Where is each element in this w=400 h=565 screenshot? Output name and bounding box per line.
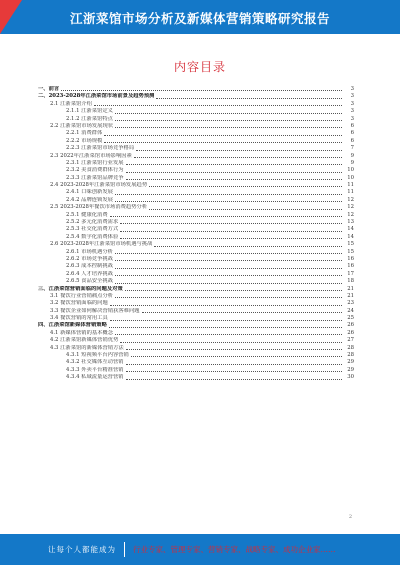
toc-leader-dots: [126, 172, 342, 173]
toc-leader-dots: [131, 356, 342, 357]
toc-entry-page: 6: [350, 137, 354, 144]
toc-entry-page: 28: [347, 344, 354, 351]
toc-entry-label: 四、江浙菜馆新媒体营销策略: [38, 322, 107, 329]
toc-entry[interactable]: [38, 197, 354, 204]
toc-leader-dots: [120, 238, 342, 239]
toc-entry-page: 25: [347, 315, 354, 322]
toc-entry-page: 12: [347, 196, 354, 203]
toc-entry[interactable]: [38, 271, 354, 278]
toc-entry-page: 3: [350, 115, 354, 122]
toc-leader-dots: [115, 297, 342, 298]
toc-entry-label: 2.5.3 社交化消费方式: [66, 226, 119, 233]
footer-expert-list: 行业专家、管理专家、营销专家、战略专家、成功企业家……: [133, 545, 336, 554]
toc-entry-label: 2.2.3 江浙菜馆市场竞争格局: [66, 145, 135, 152]
toc-leader-dots: [120, 223, 342, 224]
toc-entry[interactable]: [38, 367, 354, 374]
toc-entry-page: 29: [347, 366, 354, 373]
toc-entry-page: 9: [350, 152, 354, 159]
toc-entry[interactable]: [38, 315, 354, 322]
footer-slogan: 让每个人都能成为: [48, 545, 116, 554]
toc-entry-page: 30: [347, 374, 354, 381]
toc-entry-label: 2.6.1 市场机遇分析: [66, 248, 113, 255]
toc-leader-dots: [115, 260, 342, 261]
toc-entry[interactable]: [38, 153, 354, 160]
toc-leader-dots: [115, 334, 342, 335]
toc-entry-label: 一、前言: [38, 85, 60, 92]
toc-entry-page: 26: [347, 329, 354, 336]
toc-entry[interactable]: [38, 374, 354, 381]
toc-entry-page: 13: [347, 219, 354, 226]
toc-entry-label: 2.6 2023-2028年江浙菜馆市场机遇与挑战: [50, 241, 153, 248]
toc-entry-label: 3.2 餐饮营销面临的问题: [50, 300, 108, 307]
toc-leader-dots: [104, 135, 342, 136]
toc-entry[interactable]: [38, 175, 354, 182]
toc-entry[interactable]: [38, 241, 354, 248]
toc-leader-dots: [120, 231, 342, 232]
toc-leader-dots: [154, 246, 342, 247]
toc-entry[interactable]: [38, 308, 354, 315]
toc-entry-label: 4.3.4 私域流量运营营销: [66, 374, 124, 381]
toc-leader-dots: [134, 157, 342, 158]
toc-leader-dots: [115, 253, 342, 254]
toc-entry[interactable]: [38, 226, 354, 233]
toc-entry-page: 12: [347, 204, 354, 211]
toc-entry-page: 27: [347, 337, 354, 344]
toc-entry-label: 2.6.3 成本控制挑战: [66, 263, 113, 270]
toc-entry-page: 14: [347, 233, 354, 240]
toc-entry-page: 11: [347, 182, 354, 189]
toc-entry[interactable]: [38, 182, 354, 189]
toc-leader-dots: [136, 150, 342, 151]
toc-leader-dots: [115, 127, 342, 128]
toc-leader-dots: [126, 371, 342, 372]
toc-entry-label: 2.3.2 美食消费群体行为: [66, 167, 124, 174]
toc-entry-label: 2.1.2 江浙菜馆特点: [66, 115, 113, 122]
toc-leader-dots: [94, 105, 342, 106]
report-footer: [0, 534, 400, 565]
toc-leader-dots: [110, 320, 342, 321]
toc-entry-page: 24: [347, 307, 354, 314]
toc-entry-page: 7: [350, 145, 354, 152]
toc-entry-label: 3.4 餐饮营销的常用工具: [50, 315, 108, 322]
toc-entry[interactable]: [38, 123, 354, 130]
toc-leader-dots: [125, 290, 342, 291]
toc-entry-label: 2.3.3 江浙菜馆品牌竞争: [66, 174, 124, 181]
toc-entry[interactable]: [38, 160, 354, 167]
toc-entry-label: 2.6.4 人才培养挑战: [66, 270, 113, 277]
toc-entry-page: 23: [347, 300, 354, 307]
toc-entry[interactable]: [38, 219, 354, 226]
toc-entry[interactable]: [38, 323, 354, 330]
toc-entry-page: 3: [350, 93, 354, 100]
toc-entry-label: 2.3 2022年江浙菜馆市场影响因素: [50, 152, 132, 159]
toc-entry-label: 2.4.1 口味创新发展: [66, 189, 113, 196]
toc-entry-page: 28: [347, 352, 354, 359]
toc-leader-dots: [156, 98, 342, 99]
toc-entry-label: 2.5.1 健康化消费: [66, 211, 108, 218]
toc-entry-page: 16: [347, 263, 354, 270]
toc-leader-dots: [110, 216, 342, 217]
toc-entry[interactable]: [38, 278, 354, 285]
toc-entry-page: 18: [347, 278, 354, 285]
toc-leader-dots: [115, 283, 342, 284]
toc-entry-page: 12: [347, 211, 354, 218]
toc-entry-label: 3.1 餐饮行业营销痛点分析: [50, 292, 114, 299]
toc-entry-page: 10: [347, 167, 354, 174]
toc-entry-page: 9: [350, 159, 354, 166]
toc-entry-label: 3.3 餐饮企业如何解决营销获客难问题: [50, 307, 140, 314]
toc-entry[interactable]: [38, 204, 354, 211]
toc-entry-label: 4.3 江浙菜馆的新媒体营销方法: [50, 344, 124, 351]
toc-entry-page: 14: [347, 226, 354, 233]
toc-entry[interactable]: [38, 352, 354, 359]
toc-entry[interactable]: [38, 130, 354, 137]
table-of-contents: [38, 86, 354, 382]
toc-entry-page: 10: [347, 174, 354, 181]
toc-entry[interactable]: [38, 116, 354, 123]
toc-entry-label: 4.1 新媒体营销的基本概念: [50, 329, 114, 336]
toc-entry[interactable]: [38, 345, 354, 352]
toc-entry-page: 6: [350, 130, 354, 137]
toc-entry-page: 21: [347, 292, 354, 299]
toc-entry-page: 21: [347, 285, 354, 292]
toc-leader-dots: [115, 113, 342, 114]
toc-entry-label: 4.3.1 短视频平台内容营销: [66, 352, 129, 359]
toc-entry-page: 3: [350, 100, 354, 107]
toc-entry-label: 三、江浙菜馆营销面临的问题及对策: [38, 285, 123, 292]
toc-entry-label: 4.2 江浙菜馆新媒体营销优势: [50, 337, 119, 344]
toc-entry[interactable]: [38, 293, 354, 300]
toc-leader-dots: [120, 342, 342, 343]
toc-leader-dots: [115, 268, 342, 269]
toc-leader-dots: [115, 275, 342, 276]
toc-entry[interactable]: [38, 212, 354, 219]
toc-entry[interactable]: [38, 337, 354, 344]
toc-entry-label: 2.1 江浙菜馆介绍: [50, 100, 92, 107]
toc-entry[interactable]: [38, 286, 354, 293]
toc-entry-label: 2.4.2 品牌连锁发展: [66, 196, 113, 203]
toc-entry-label: 2.5 2023-2028年餐饮市场消费趋势分析: [50, 204, 148, 211]
report-header: [0, 0, 400, 34]
toc-entry-label: 2.2.2 市场规模: [66, 137, 103, 144]
toc-leader-dots: [110, 305, 342, 306]
toc-entry-page: 3: [350, 85, 354, 92]
toc-heading: 内容目录: [173, 60, 226, 74]
toc-entry[interactable]: [38, 167, 354, 174]
toc-leader-dots: [126, 379, 342, 380]
toc-leader-dots: [126, 349, 342, 350]
toc-entry[interactable]: [38, 101, 354, 108]
toc-entry[interactable]: [38, 108, 354, 115]
toc-leader-dots: [149, 209, 342, 210]
toc-leader-dots: [61, 90, 342, 91]
toc-entry-page: 26: [347, 322, 354, 329]
toc-leader-dots: [126, 179, 342, 180]
toc-leader-dots: [126, 364, 342, 365]
toc-entry-label: 4.3.2 社交媒体互动营销: [66, 359, 124, 366]
toc-entry-label: 2.5.2 多元化消费需求: [66, 219, 119, 226]
toc-leader-dots: [109, 327, 342, 328]
toc-entry[interactable]: [38, 93, 354, 100]
toc-entry[interactable]: [38, 234, 354, 241]
toc-entry[interactable]: [38, 189, 354, 196]
toc-leader-dots: [126, 164, 342, 165]
toc-entry-label: 2.5.4 数字化消费体验: [66, 233, 119, 240]
toc-entry-page: 15: [347, 241, 354, 248]
footer-divider: [124, 542, 125, 557]
toc-entry-page: 3: [350, 108, 354, 115]
toc-entry[interactable]: [38, 138, 354, 145]
toc-entry-page: 15: [347, 248, 354, 255]
toc-entry-page: 16: [347, 255, 354, 262]
toc-entry-label: 2.2 江浙菜馆市场发展现状: [50, 122, 114, 129]
toc-leader-dots: [104, 142, 342, 143]
toc-entry[interactable]: [38, 359, 354, 366]
toc-entry-label: 二、2023-2028年江浙菜馆市场前景及趋势预测: [38, 93, 155, 100]
toc-entry-label: 2.3.1 江浙菜馆行业发展: [66, 159, 124, 166]
toc-entry-label: 4.3.3 外卖平台精准营销: [66, 366, 124, 373]
page-number: 2: [348, 514, 352, 520]
toc-entry[interactable]: [38, 86, 354, 93]
toc-leader-dots: [115, 120, 342, 121]
toc-entry-label: 2.2.1 消费群体: [66, 130, 103, 137]
toc-entry-page: 6: [350, 122, 354, 129]
report-title: 江浙菜馆市场分析及新媒体营销策略研究报告: [69, 11, 330, 26]
toc-leader-dots: [115, 201, 342, 202]
toc-entry[interactable]: [38, 330, 354, 337]
toc-leader-dots: [142, 312, 342, 313]
toc-leader-dots: [149, 186, 342, 187]
toc-entry[interactable]: [38, 263, 354, 270]
toc-entry-label: 2.6.2 市场竞争挑战: [66, 255, 113, 262]
toc-entry[interactable]: [38, 145, 354, 152]
toc-entry-page: 17: [347, 270, 354, 277]
toc-entry-label: 2.4 2023-2028年江浙菜馆市场发展趋势: [50, 182, 148, 189]
toc-entry-label: 2.1.1 江浙菜馆定义: [66, 108, 113, 115]
toc-entry[interactable]: [38, 256, 354, 263]
toc-entry[interactable]: [38, 249, 354, 256]
toc-entry[interactable]: [38, 300, 354, 307]
toc-leader-dots: [115, 194, 342, 195]
toc-entry-page: 11: [347, 189, 354, 196]
toc-entry-label: 2.6.5 食品安全挑战: [66, 278, 113, 285]
toc-entry-page: 29: [347, 359, 354, 366]
